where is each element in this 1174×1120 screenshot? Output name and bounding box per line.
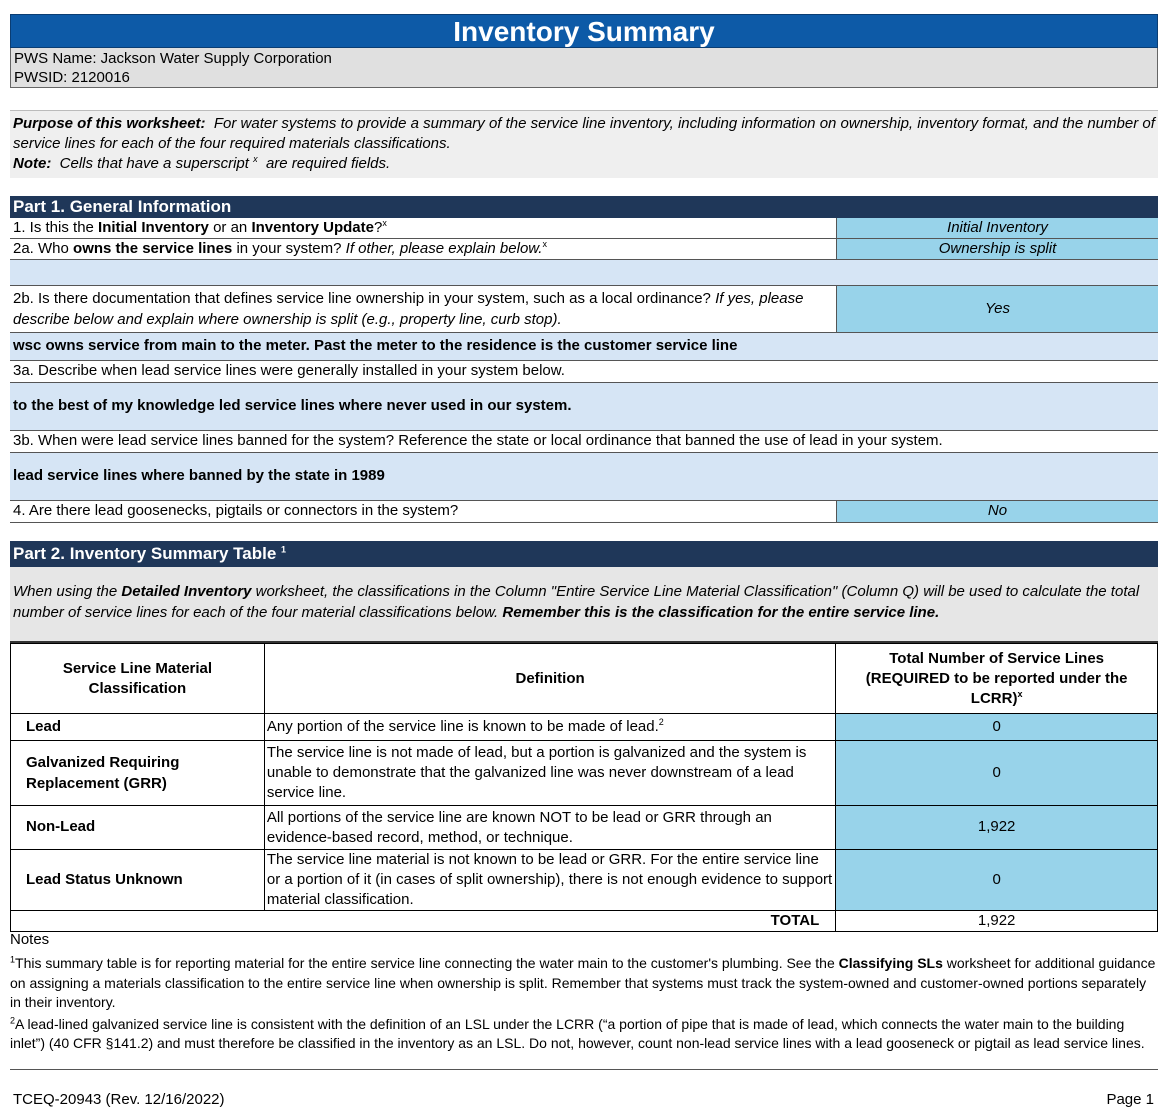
summary-table-wrap	[10, 643, 1158, 932]
q4-label: 4. Are there lead goosenecks, pigtails or connectors in the system?	[13, 502, 459, 519]
pws-name: PWS Name: Jackson Water Supply Corporation	[14, 50, 332, 67]
class-cell: Galvanized Requiring Replacement (GRR)	[11, 741, 265, 806]
summary-table	[10, 643, 1158, 932]
q4-answer[interactable]: No	[836, 501, 1158, 522]
note-1: $^1$This summary table is for reporting material for the entire service line connecting the water main to the customer's plumbing. See the Classifying SLs worksheet for additional guidance on assigning a materials classification to the entire service line when ownership is split. Remember that systems must track the system-owned and customer-owned portions separately in their inventory.	[10, 954, 1156, 1010]
definition-cell: The service line material is not known to be lead or GRR. For the entire service line or a portion of it (in cases of split ownership), there is not enough evidence to support material classification.	[264, 850, 835, 911]
q2b-detail-text: wsc owns service from main to the meter. Past the meter to the residence is the customer service line	[13, 337, 738, 355]
q2b-row	[10, 286, 1158, 333]
part1-heading: Part 1. General Information	[10, 196, 1158, 218]
total-cell[interactable]: 1,922	[836, 806, 1158, 850]
q3a-label: 3a. Describe when lead service lines were generally installed in your system below.	[13, 362, 565, 379]
total-cell[interactable]: 0	[836, 850, 1158, 911]
q3b-row	[10, 431, 1158, 453]
q1-answer[interactable]: Initial Inventory	[836, 218, 1158, 238]
total-row	[11, 911, 1158, 932]
note-2: $^2$A lead-lined galvanized service line is consistent with the definition of an LSL under the LCRR (“a portion of pipe that is made of lead, which connects the water main to the building inlet”) (40 CFR §141.2) and must therefore be classified in the inventory as an LSL. Do not, however, count non-lead service lines with a lead gooseneck or pigtail as lead service lines.	[10, 1014, 1145, 1051]
page-number: Page 1	[1106, 1091, 1154, 1108]
notes-heading: Notes	[10, 931, 50, 948]
definition-cell: Any portion of the service line is known to be made of lead.$^2$	[264, 714, 835, 741]
part1-section	[10, 196, 1158, 523]
q4-row	[10, 501, 1158, 522]
purpose-note: Note: Cells that have a superscript $^x$ are required fields.	[13, 154, 391, 172]
total-cell[interactable]: 0	[836, 714, 1158, 741]
part2-intro: When using the Detailed Inventory worksheet, the classifications in the Column "Entire Service Line Material Classification" (Column Q) will be used to calculate the total number of service lines for each of the four material classifications below. Remember this is the classification for the entire service line.	[10, 567, 1158, 643]
pws-info	[10, 48, 1158, 88]
q3a-row	[10, 361, 1158, 383]
total-cell[interactable]: 0	[836, 741, 1158, 806]
pws-id: PWSID: 2120016	[14, 69, 130, 86]
table-row	[11, 714, 1158, 741]
table-row	[11, 741, 1158, 806]
q1-label: 1. Is this the Initial Inventory or an Inventory Update?$^x$	[13, 218, 387, 236]
col-total-header: Total Number of Service Lines (REQUIRED to be reported under the LCRR)$^x$	[836, 644, 1158, 714]
definition-cell: The service line is not made of lead, but a portion is galvanized and the system is unable to demonstrate that the galvanized line was never downstream of a lead service line.	[264, 741, 835, 806]
q3b-answer-field[interactable]	[10, 453, 1158, 501]
page-title: Inventory Summary	[10, 14, 1158, 48]
part2-heading: Part 2. Inventory Summary Table $^1$	[10, 541, 1158, 567]
col-def-header: Definition	[264, 644, 835, 714]
q3b-label: 3b. When were lead service lines banned for the system? Reference the state or local ordinance that banned the use of lead in your system.	[13, 432, 943, 449]
q2a-explain-field[interactable]	[10, 260, 1158, 286]
part2-section	[10, 541, 1158, 643]
col-class-header: Service Line Material Classification	[11, 644, 265, 714]
q3a-answer-text: to the best of my knowledge led service lines where never used in our system.	[13, 397, 572, 415]
q3b-answer-text: lead service lines where banned by the state in 1989	[13, 467, 385, 485]
total-value: 1,922	[836, 911, 1158, 932]
purpose-text: Purpose of this worksheet: For water systems to provide a summary of the service line inventory, including information on ownership, inventory format, and the number of service lines for each of the four required materials classifications.	[13, 115, 1155, 152]
q2b-label: 2b. Is there documentation that defines service line ownership in your system, such as a local ordinance? If yes, please describe below and explain where ownership is split (e.g., property line, curb stop).	[13, 290, 804, 328]
q2a-label: 2a. Who owns the service lines in your system? If other, please explain below.$^x$	[13, 239, 547, 257]
purpose-box	[10, 110, 1158, 178]
q2a-answer[interactable]: Ownership is split	[836, 239, 1158, 259]
q3a-answer-field[interactable]	[10, 383, 1158, 431]
q2b-answer[interactable]: Yes	[836, 286, 1158, 332]
q2b-detail-field[interactable]	[10, 333, 1158, 361]
class-cell: Non-Lead	[11, 806, 265, 850]
q1-row	[10, 218, 1158, 239]
table-header-row	[11, 644, 1158, 714]
notes-section	[10, 930, 1158, 1070]
class-cell: Lead Status Unknown	[11, 850, 265, 911]
definition-cell: All portions of the service line are known NOT to be lead or GRR through an evidence-based record, method, or technique.	[264, 806, 835, 850]
table-row	[11, 850, 1158, 911]
form-number: TCEQ-20943 (Rev. 12/16/2022)	[13, 1091, 225, 1108]
total-label: TOTAL	[11, 911, 836, 932]
q2a-row	[10, 239, 1158, 260]
table-row	[11, 806, 1158, 850]
class-cell: Lead	[11, 714, 265, 741]
